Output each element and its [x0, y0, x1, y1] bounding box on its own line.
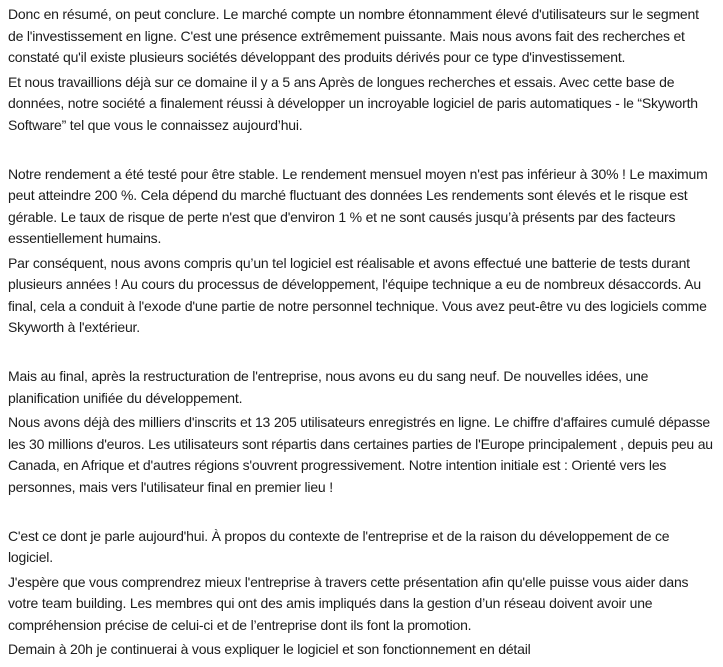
- paragraph-spacer: [8, 501, 717, 523]
- paragraph-spacer: [8, 139, 717, 161]
- paragraph: Donc en résumé, on peut conclure. Le marché compte un nombre étonnamment élevé d'utilisateurs sur le segment de l'investissement en ligne. C'est une présence extrêmement puissante. Mais nous avons fait des recherches et constaté qu'il existe plusieurs sociétés développant des produits dérivés pour ce type d'investissement.: [8, 6, 699, 65]
- document-body: [8, 4, 717, 661]
- paragraph: Notre rendement a été testé pour être stable. Le rendement mensuel moyen n'est pas inférieur à 30% ! Le maximum peut atteindre 200 %. Cela dépend du marché fluctuant des données Les rendements sont élevés et le risque est gérable. Le taux de risque de perte n'est que d'environ 1 % et ne sont causés jusqu’à présents par des facteurs essentiellement humains.: [8, 165, 708, 246]
- paragraph: Par conséquent, nous avons compris qu’un tel logiciel est réalisable et avons effectué une batterie de tests durant plusieurs années ! Au cours du processus de développement, l'équipe technique a eu de nombreux désaccords. Au final, cela a conduit à l'exode d'une partie de notre personnel technique. Vous avez peut-être vu des logiciels comme Skyworth à l'extérieur.: [8, 254, 707, 335]
- paragraph: Mais au final, après la restructuration de l'entreprise, nous avons eu du sang neuf. De nouvelles idées, une planification unifiée du développement.: [8, 368, 649, 406]
- paragraph: Demain à 20h je continuerai à vous expliquer le logiciel et son fonctionnement en détail: [8, 641, 531, 657]
- paragraph-spacer: [8, 342, 717, 364]
- paragraph: Et nous travaillions déjà sur ce domaine il y a 5 ans Après de longues recherches et essais. Avec cette base de données, notre société a finalement réussi à développer un incroyable logiciel de paris automatiques - le “Skyworth Software” tel que vous le connaissez aujourd’hui.: [8, 73, 698, 133]
- paragraph: C'est ce dont je parle aujourd'hui. À propos du contexte de l'entreprise et de la raison du développement de ce logiciel.: [8, 527, 670, 565]
- paragraph: Nous avons déjà des milliers d'inscrits et 13 205 utilisateurs enregistrés en ligne. Le chiffre d'affaires cumulé dépasse les 30 millions d'euros. Les utilisateurs sont répartis dans certaines parties de l'Europe principalement , depuis peu au Canada, en Afrique et d'autres régions s'ouvrent progressivement. Notre intention initiale est : Orienté vers les personnes, mais vers l'utilisateur final en premier lieu !: [8, 414, 713, 495]
- paragraph: J'espère que vous comprendrez mieux l'entreprise à travers cette présentation afin qu'elle puisse vous aider dans votre team building. Les membres qui ont des amis impliqués dans la gestion d’un réseau doivent avoir une compréhension précise de celui-ci et de l’entreprise dont ils font la promotion.: [8, 573, 689, 633]
